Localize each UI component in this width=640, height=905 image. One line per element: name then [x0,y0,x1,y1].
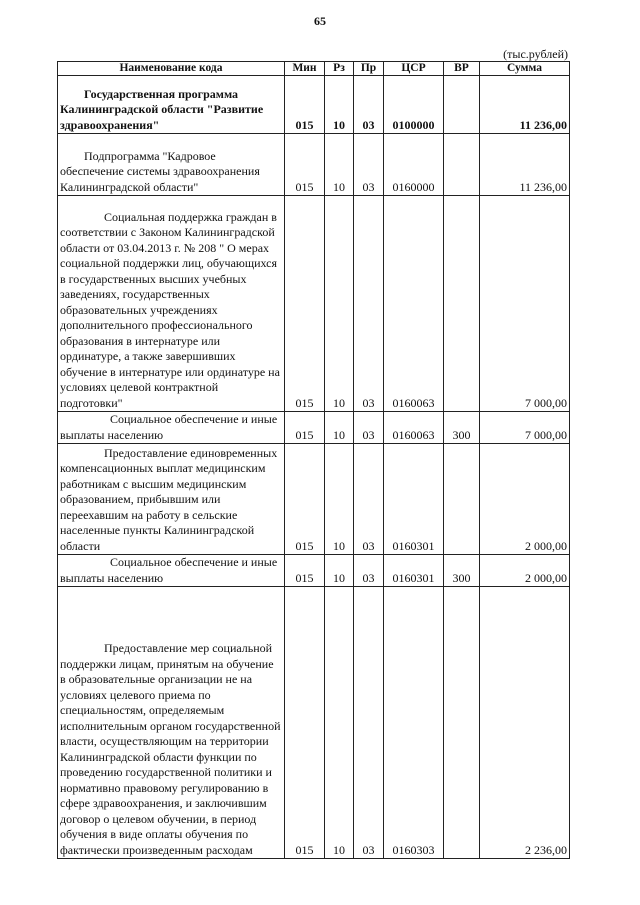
row-sum: 11 236,00 [480,134,570,196]
table-row [58,134,570,196]
table-row [58,444,570,555]
header-sum: Сумма [480,62,570,76]
row-vr: 300 [444,412,480,444]
table-header [58,62,570,76]
table-row [58,412,570,444]
row-rz: 10 [325,555,354,587]
row-name: Социальное обеспечение и иные выплаты населению [58,412,285,444]
header-vr: ВР [444,62,480,76]
header-pr: Пр [354,62,384,76]
row-name: Предоставление единовременных компенсационных выплат медицинским работникам с высшим медицинским образованием, прибывшим или переехавшим на работу в сельские населенные пункты Калининградской области [58,444,285,555]
row-sum: 2 236,00 [480,587,570,859]
row-sum: 2 000,00 [480,555,570,587]
row-min: 015 [285,444,325,555]
row-min: 015 [285,587,325,859]
row-rz: 10 [325,76,354,134]
row-csr: 0160063 [384,412,444,444]
row-min: 015 [285,412,325,444]
row-vr: 300 [444,555,480,587]
page-number: 65 [314,14,326,28]
table-row [58,196,570,412]
row-sum: 7 000,00 [480,412,570,444]
row-sum: 7 000,00 [480,196,570,412]
row-vr [444,134,480,196]
budget-table [57,61,570,859]
header-rz: Рз [325,62,354,76]
header-csr: ЦСР [384,62,444,76]
row-csr: 0160303 [384,587,444,859]
row-csr: 0160000 [384,134,444,196]
table-row [58,76,570,134]
row-sum: 11 236,00 [480,76,570,134]
row-csr: 0100000 [384,76,444,134]
table-row [58,555,570,587]
row-name: Социальное обеспечение и иные выплаты населению [58,555,285,587]
row-csr: 0160301 [384,444,444,555]
row-min: 015 [285,134,325,196]
row-min: 015 [285,196,325,412]
row-csr: 0160301 [384,555,444,587]
row-rz: 10 [325,412,354,444]
row-name: Предоставление мер социальной поддержки лицам, принятым на обучение в образовательные организации не на условиях целевого приема по специальностям, определяемым исполнительным органом государственной власти, осуществляющим на территории Калининградской области функции по проведению государственной политики и нормативно правовому регулированию в сфере здравоохранения, и заключившим договор о целевом обучении, в период обучения в виде оплаты обучения по фактически произведенным расходам [58,587,285,859]
row-vr [444,444,480,555]
row-pr: 03 [354,412,384,444]
header-name: Наименование кода [58,62,285,76]
row-min: 015 [285,555,325,587]
row-vr [444,196,480,412]
row-pr: 03 [354,76,384,134]
row-pr: 03 [354,196,384,412]
row-pr: 03 [354,555,384,587]
row-rz: 10 [325,444,354,555]
row-rz: 10 [325,587,354,859]
row-pr: 03 [354,444,384,555]
row-name: Государственная программа Калининградской области "Развитие здравоохранения" [58,76,285,134]
row-name: Подпрограмма "Кадровое обеспечение системы здравоохранения Калининградской области" [58,134,285,196]
row-csr: 0160063 [384,196,444,412]
row-rz: 10 [325,134,354,196]
row-name: Социальная поддержка граждан в соответствии с Законом Калининградской области от 03.04.2013 г. № 208 " О мерах социальной поддержки лиц, обучающихся в государственных высших учебных заведениях, государственных образовательных учреждениях дополнительного профессионального образования в интернатуре или ординатуре, а также завершивших обучение в интернатуре или ординатуре на условиях целевой контрактной подготовки" [58,196,285,412]
row-min: 015 [285,76,325,134]
header-min: Мин [285,62,325,76]
row-vr [444,587,480,859]
units-label: (тыс.рублей) [503,47,568,61]
row-sum: 2 000,00 [480,444,570,555]
row-vr [444,76,480,134]
row-pr: 03 [354,134,384,196]
row-rz: 10 [325,196,354,412]
row-pr: 03 [354,587,384,859]
table-row [58,587,570,859]
